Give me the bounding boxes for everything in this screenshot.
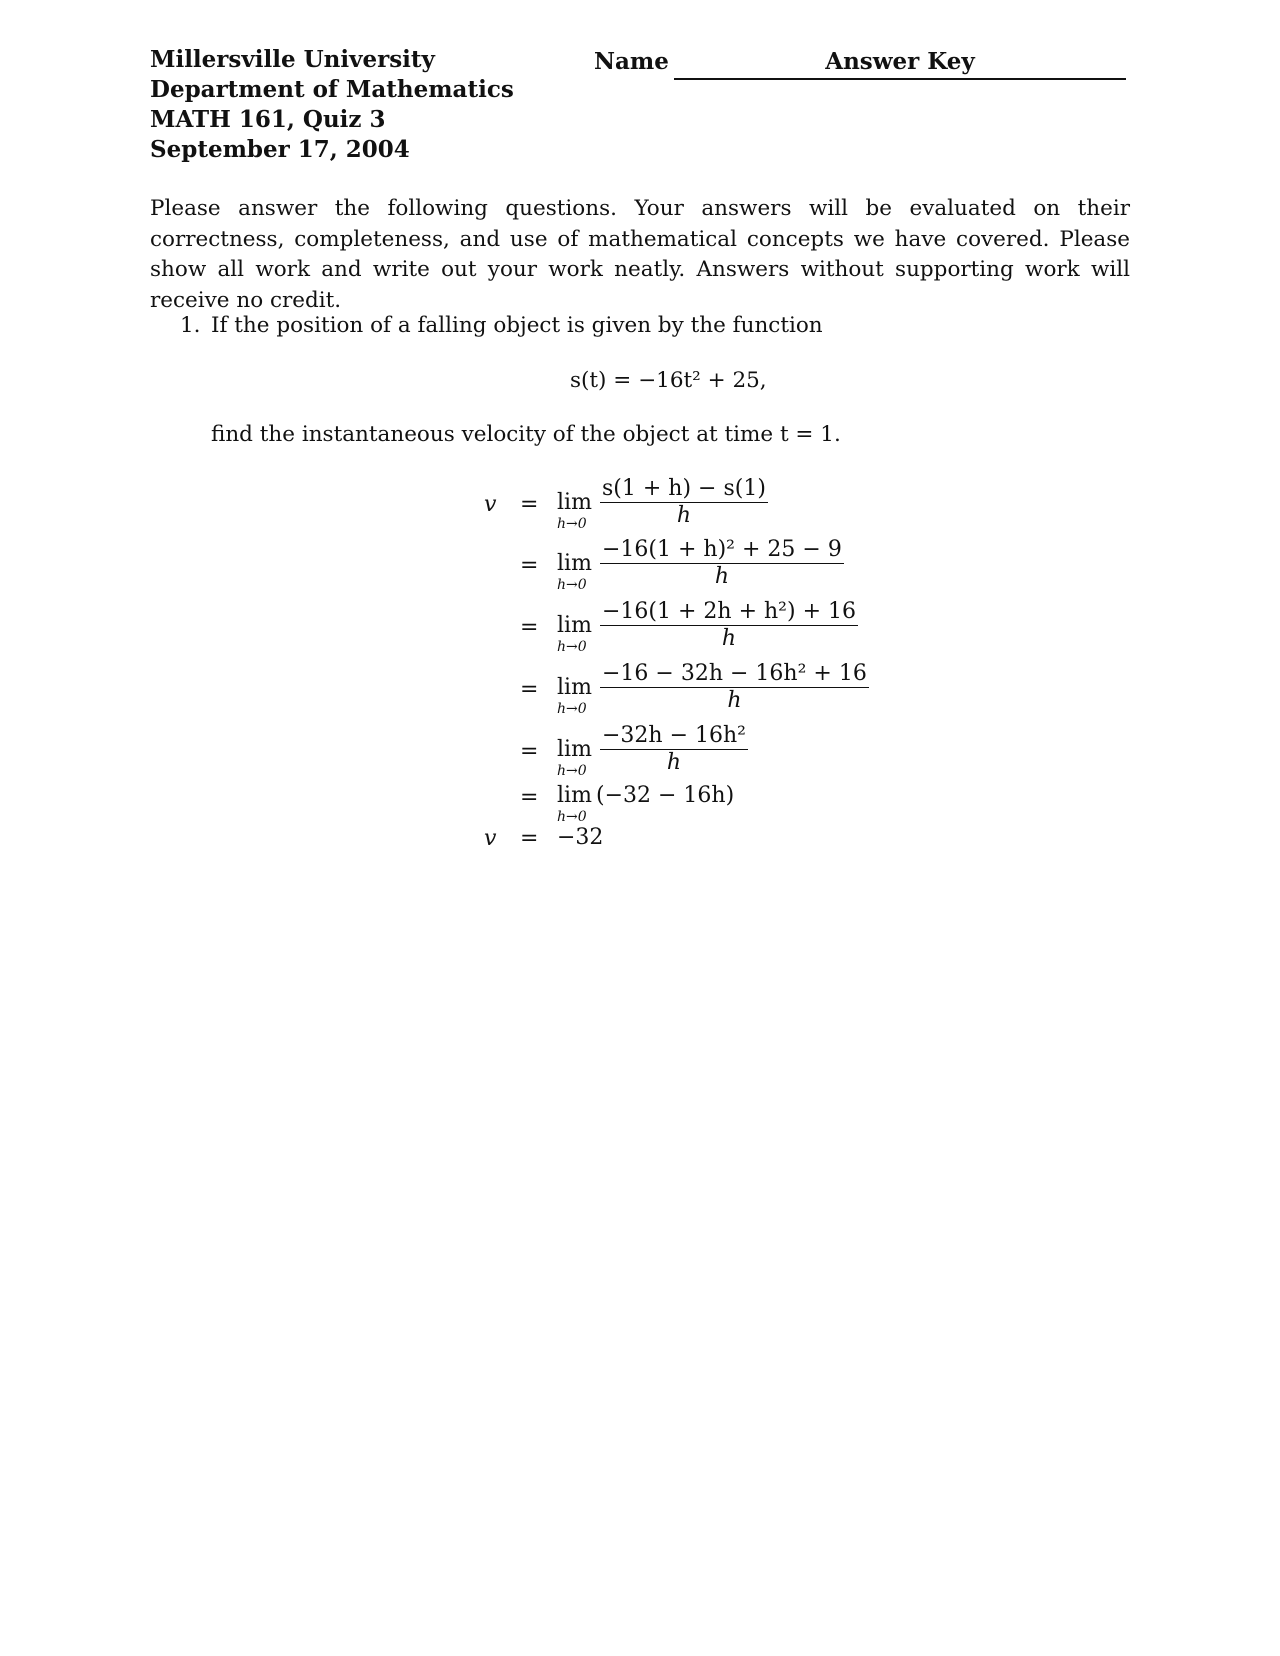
fraction-numerator: s(1 + h) − s(1) — [602, 476, 766, 501]
limit-subscript: h→0 — [557, 701, 587, 717]
limit-subscript: h→0 — [557, 516, 587, 532]
instructions-paragraph: Please answer the following questions. Your answers will be evaluated on their correctness, completeness, and use of mathematical concepts we have covered. Please show all work and write out your work neatly. Answers without supporting work will receive no credit. — [150, 196, 1130, 313]
limit-operator: lim — [557, 737, 592, 762]
limit-subscript: h→0 — [557, 809, 587, 825]
limit-operator: lim — [557, 551, 592, 576]
limit-expression: (−32 − 16h) — [596, 783, 735, 808]
fraction-numerator: −16 − 32h − 16h² + 16 — [602, 661, 867, 686]
fraction-denominator: h — [721, 626, 737, 651]
fraction-numerator: −16(1 + 2h + h²) + 16 — [602, 599, 856, 624]
lhs-v: v — [484, 492, 497, 517]
equals-sign: = — [520, 492, 539, 517]
limit-operator: lim — [557, 783, 592, 808]
fraction-denominator: h — [727, 688, 742, 713]
question-equation: s(t) = −16t² + 25, — [570, 368, 767, 393]
lhs-v: v — [484, 826, 497, 851]
date-line: September 17, 2004 — [150, 136, 410, 163]
name-label: Name — [594, 48, 669, 75]
final-answer: −32 — [557, 825, 604, 850]
question-number: 1. — [180, 313, 201, 338]
fraction-denominator: h — [666, 750, 682, 775]
fraction-step-5 — [600, 723, 748, 776]
equals-sign: = — [520, 826, 539, 851]
question-text: If the position of a falling object is given by the function — [211, 313, 823, 338]
question-find: find the instantaneous velocity of the object at time t = 1. — [211, 422, 841, 447]
fraction-numerator: −32h − 16h² — [602, 723, 746, 748]
limit-operator: lim — [557, 675, 592, 700]
fraction-numerator: −16(1 + h)² + 25 − 9 — [602, 537, 842, 562]
equals-sign: = — [520, 615, 539, 640]
name-value: Answer Key — [825, 48, 975, 75]
limit-subscript: h→0 — [557, 639, 587, 655]
equals-sign: = — [520, 785, 539, 810]
limit-operator: lim — [557, 490, 592, 515]
course-quiz-line: MATH 161, Quiz 3 — [150, 106, 386, 133]
fraction-denominator: h — [676, 503, 692, 528]
equals-sign: = — [520, 677, 539, 702]
equals-sign: = — [520, 739, 539, 764]
fraction-denominator: h — [714, 564, 729, 589]
fraction-step-2 — [600, 537, 844, 590]
institution-line-1: Millersville University — [150, 46, 435, 73]
limit-operator: lim — [557, 613, 592, 638]
institution-line-2: Department of Mathematics — [150, 76, 514, 103]
fraction-step-3 — [600, 599, 858, 652]
limit-subscript: h→0 — [557, 577, 587, 593]
equals-sign: = — [520, 553, 539, 578]
fraction-step-1 — [600, 476, 768, 529]
limit-subscript: h→0 — [557, 763, 587, 779]
name-underline — [674, 78, 1126, 80]
fraction-step-4 — [600, 661, 869, 714]
